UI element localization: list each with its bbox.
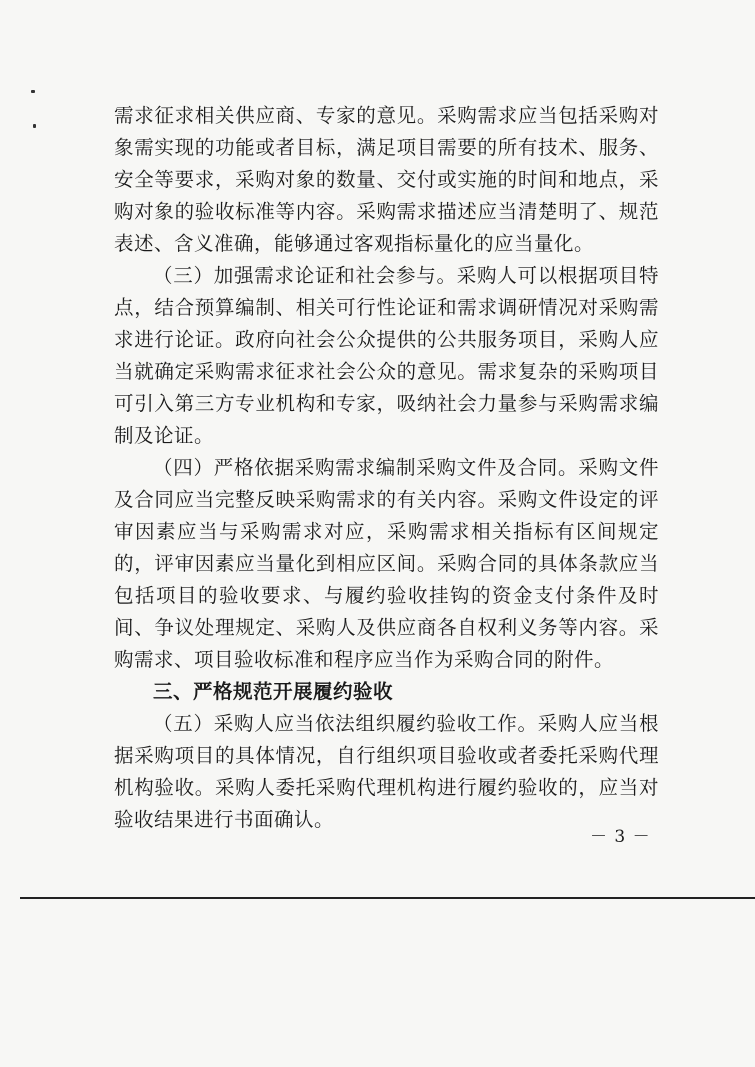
paragraph-section-5: （五）采购人应当依法组织履约验收工作。采购人应当根据采购项目的具体情况，自行组织项目验收或者委托采购代理机构验收。采购人委托采购代理机构进行履约验收的，应当对验收结果进行书面确认。 <box>114 712 659 831</box>
bottom-rule <box>20 897 755 899</box>
page-number: － 3 － <box>590 827 651 847</box>
paragraph-section-3: （三）加强需求论证和社会参与。采购人可以根据项目特点，结合预算编制、相关可行性论证和需求调研情况对采购需求进行论证。政府向社会公众提供的公共服务项目，采购人应当就确定采购需求征求社会公众的意见。需求复杂的采购项目可引入第三方专业机构和专家，吸纳社会力量参与采购需求编制及论证。 <box>114 264 659 447</box>
paragraph-section-4: （四）严格依据采购需求编制采购文件及合同。采购文件及合同应当完整反映采购需求的有关内容。采购文件设定的评审因素应当与采购需求对应，采购需求相关指标有区间规定的，评审因素应当量化到相应区间。采购合同的具体条款应当包括项目的验收要求、与履约验收挂钩的资金支付条件及时间、争议处理规定、采购人及供应商各自权利义务等内容。采购需求、项目验收标准和程序应当作为采购合同的附件。 <box>114 456 659 671</box>
scan-speck <box>33 124 36 128</box>
document-body <box>114 100 659 836</box>
paragraph-continuation: 需求征求相关供应商、专家的意见。采购需求应当包括采购对象需实现的功能或者目标，满足项目需要的所有技术、服务、安全等要求，采购对象的数量、交付或实施的时间和地点，采购对象的验收标准等内容。采购需求描述应当清楚明了、规范表述、含义准确，能够通过客观指标量化的应当量化。 <box>114 104 659 255</box>
section-heading: 三、严格规范开展履约验收 <box>153 680 394 703</box>
scan-speck <box>31 90 35 93</box>
